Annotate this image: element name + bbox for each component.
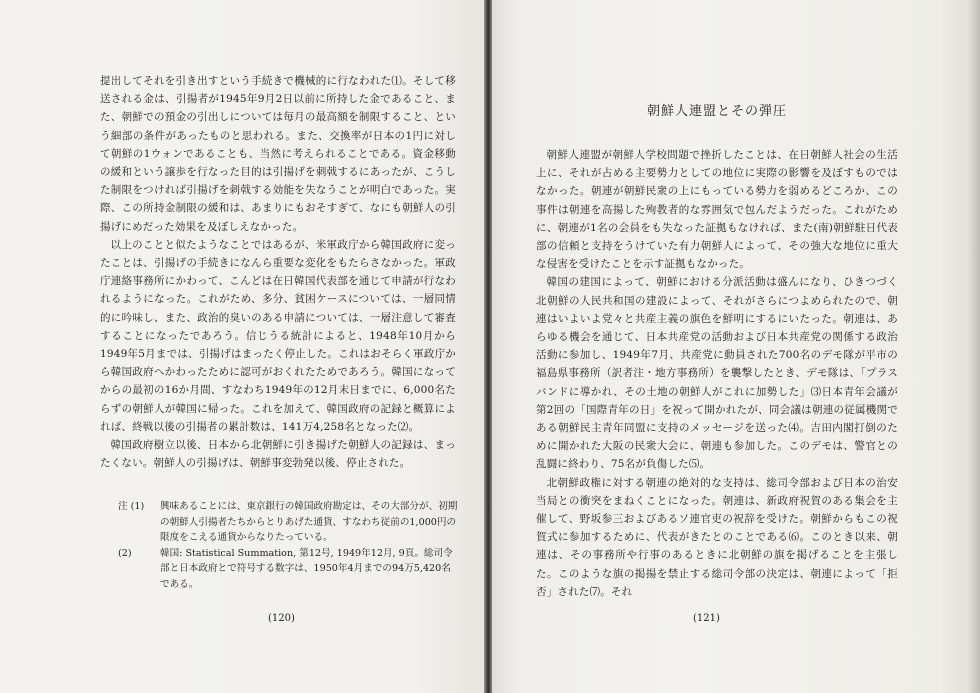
paragraph: 北朝鮮政権に対する朝連の絶対的な支持は、総司令部および日本の治安当局との衝突をまねくことになった。朝連は、新政府祝賀のある集会を主催して、野坂参三およびあるソ連官吏の祝辞を受けた。朝鮮からもこの祝賀式に参加するために、代表がきたとのことである⑹。このとき以来、朝連は、その事務所や行事のあるときに北朝鮮の旗を掲げることを主張した。このような旗の掲揚を禁止する総司令部の決定は、朝連によって「拒否」された⑺。それ bbox=[536, 476, 898, 598]
footnote-text: 興味あることには、東京銀行の韓国政府勘定は、その大部分が、初期の朝鮮人引揚者たちからとりあげた通貨、すなわち従前の1,000円の限度をこえる通貨からなりたっている。 bbox=[160, 501, 458, 544]
footnote-label: (2) bbox=[118, 547, 132, 559]
footnote-label: 注 (1) bbox=[118, 501, 145, 512]
right-body-text bbox=[536, 146, 898, 601]
paragraph: 以上のことと似たようなことではあるが、米軍政庁から韓国政府に変ったことは、引揚げの手続きになんら重要な変化をもたらさなかった。軍政庁連絡事務所にかわって、こんどは在日韓国代表部を通じて申請が行なわれるようになった。これがため、多分、貧困ケースについては、一層同情的に吟味し、また、政治的臭いのある申請については、一層注意して審査することになったであろう。信じうる統計によると、1948年10月から1949年5月までは、引揚げはまったく停止した。これはおそらく軍政庁から韓国政府へかわったために認可がおくれたためであろう。韓国になってからの最初の16か月間、すなわち1949年の12月末日までに、6,000名たらずの朝鮮人が韓国に帰った。これを加えて、韓国政府の記録と概算によれば、終戦以後の引揚者の累計数は、141万4,258名となった⑵。 bbox=[100, 238, 456, 433]
chapter-title: 朝鮮人連盟とその弾圧 bbox=[646, 104, 787, 119]
page-number: (121) bbox=[693, 613, 720, 624]
paragraph: 韓国政府樹立以後、日本から北朝鮮に引き揚げた朝鮮人の記録は、まったくない。朝鮮人の引揚げは、朝鮮事変勃発以後、停止された。 bbox=[100, 439, 456, 470]
book-gutter bbox=[484, 0, 492, 693]
footnote bbox=[118, 499, 458, 546]
footnote bbox=[118, 546, 458, 593]
left-page bbox=[0, 0, 488, 693]
page-edge-shadow bbox=[966, 0, 980, 693]
left-body-text bbox=[100, 72, 456, 472]
footnotes bbox=[118, 499, 458, 593]
page-number: (120) bbox=[268, 613, 295, 624]
paragraph: 韓国の建国によって、朝鮮における分派活動は盛んになり、ひきつづく北朝鮮の人民共和国の建設によって、それがさらにつよめられたので、朝連はいよいよ党々と共産主義の旗色を鮮明にするにいたった。朝連は、あらゆる機会を通じて、日本共産党の活動および日本共産党の関係する政治活動に参加し、1949年7月、共産党に動員された700名のデモ隊が平市の福島県事務所（訳者注・地方事務所）を襲撃したとき、デモ隊は、「プラスバンドに導かれ、その土地の朝鮮人がこれに加勢した」⑶日本青年会議が第2回の「国際青年の日」を祝って開かれたが、同会議は朝連の従属機関である朝鮮民主青年同盟に支持のメッセージを送った⑷。吉田内閣打倒のために開かれた大阪の民衆大会に、朝連も参加した。このデモは、警官との乱闘に終わり、75名が負傷した⑸。 bbox=[536, 276, 898, 471]
paragraph: 朝鮮人連盟が朝鮮人学校問題で挫折したことは、在日朝鮮人社会の生活上に、それが占める主要勢力としての地位に実際の影響を及ぼすものではなかった。朝連が朝鮮民衆の上にもっている勢力を弱めるどころか、この事件は朝連を高揚した殉教者的な雰囲気で包んだようだった。これがために、朝連が1名の会員をも失なった証拠もなければ、また(南)朝鮮駐日代表部の信頼と支持をうけていた有力朝鮮人によって、その強大な地位に重大な侵害を受けたことを示す証拠もなかった。 bbox=[536, 149, 898, 271]
footnote-text: 韓国: Statistical Summation, 第12号, 1949年12月, 9頁。総司令部と日本政府とで符号する数字は、1950年4月までの94万5,420名である。 bbox=[160, 547, 453, 590]
paragraph: 提出してそれを引き出すという手続きで機械的に行なわれた⑴。そして移送される金は、引揚者が1945年9月2日以前に所持した金であること、また、朝鮮での預金の引出しについては毎月の最高額を制限すること、という細部の条件があったものと思われる。また、交換率が日本の1円に対して朝鮮の1ウォンであることも、当然に考えられることである。資金移動の緩和という譲歩を行なった目的は引揚げを刺戟するにあったが、こうした制限をつければ引揚げを刺戟する効能を失なうことが明白であった。実際、この所持金制限の緩和は、あまりにもおそすぎて、なにも朝鮮人の引揚げにめだった効果を及ぼしえなかった。 bbox=[100, 75, 456, 233]
